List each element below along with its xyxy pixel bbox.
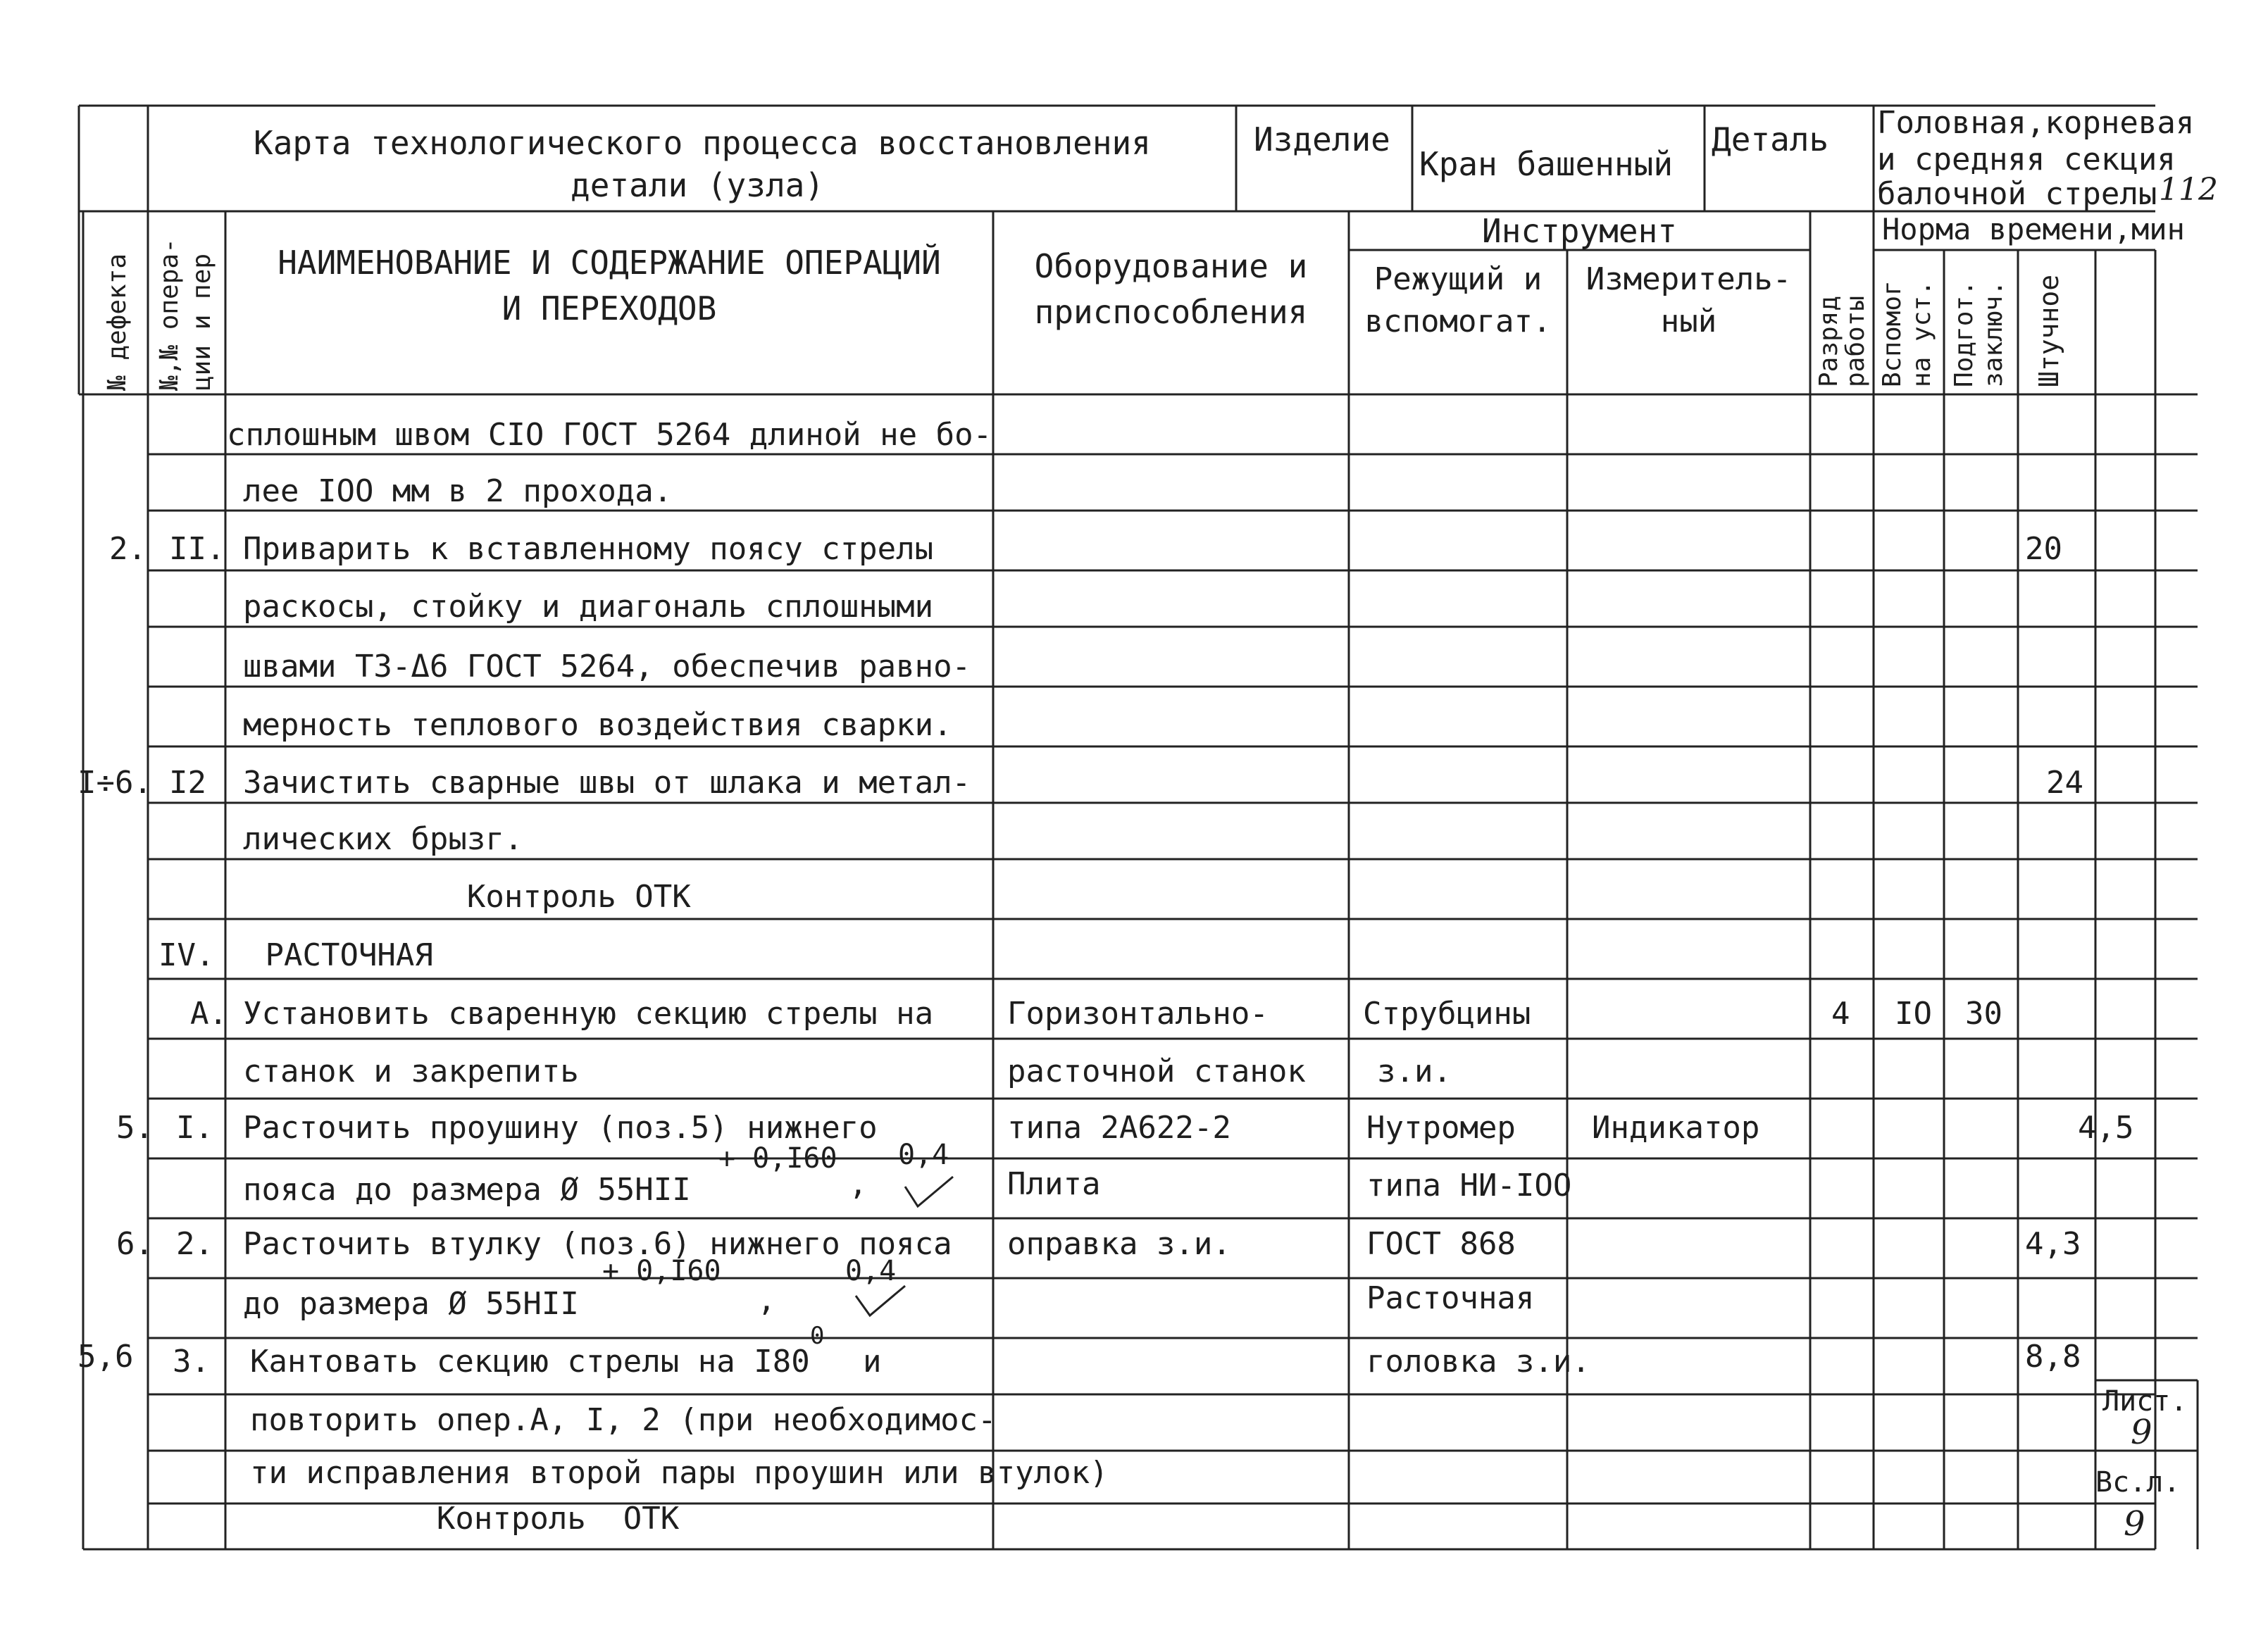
row-defect-no: 5.	[116, 1110, 154, 1146]
row-equipment: оправка з.и.	[1007, 1226, 1231, 1262]
sheet-label: Лист.	[2102, 1385, 2188, 1418]
col-tool-measuring-line1: Измеритель-	[1585, 261, 1792, 297]
col-tool-measuring-line2: ный	[1660, 304, 1717, 339]
row-text: РАСТОЧНАЯ	[247, 937, 433, 973]
col-op-no-line2: ции и пер	[187, 253, 216, 391]
row-text: Расточить втулку (поз.6) нижнего пояса	[243, 1226, 952, 1262]
col-time-group: Норма времени,мин	[1882, 212, 2185, 246]
tolerance-comma-2: ,	[757, 1282, 776, 1318]
part-line3: балочной стрелы	[1877, 176, 2157, 212]
product-value: Кран башенный	[1419, 145, 1674, 183]
row-op-no: I2	[169, 765, 206, 801]
row-equipment: расточной станок	[1007, 1054, 1306, 1089]
row-text: Установить сваренную секцию стрелы на	[243, 996, 934, 1032]
row-grade: 4	[1831, 996, 1850, 1032]
row-text: раскосы, стойку и диагональ сплошными	[243, 589, 934, 625]
row-text: Контроль ОТК	[243, 879, 691, 915]
col-name-line2: И ПЕРЕХОДОВ	[501, 289, 717, 327]
tolerance-comma-1: ,	[849, 1166, 868, 1202]
row-text: мерность теплового воздействия сварки.	[243, 707, 952, 743]
col-op-no-line1: №,№ опера-	[155, 238, 184, 391]
roughness-value-1: 0,4	[898, 1139, 949, 1171]
row-tool-cutting: типа НИ-IOO	[1366, 1168, 1572, 1204]
sheet-number: 9	[2131, 1413, 2152, 1452]
row-piece-time: 4,5	[2078, 1110, 2134, 1146]
row-tool-measuring: Индикатор	[1592, 1110, 1760, 1146]
row-text: повторить опер.А, I, 2 (при необходимос-	[250, 1402, 997, 1438]
tolerance-upper-2: + 0,I60	[602, 1255, 721, 1287]
col-name-line1: НАИМЕНОВАНИЕ И СОДЕРЖАНИЕ ОПЕРАЦИЙ	[278, 244, 941, 282]
col-equipment-line2: приспособления	[1034, 293, 1308, 331]
part-label: Деталь	[1712, 120, 1829, 158]
row-text: пояса до размера Ø 55НII	[243, 1172, 691, 1208]
and-word: и	[863, 1344, 882, 1380]
row-aux-time: IO	[1895, 996, 1932, 1032]
col-defect-no: № дефекта	[103, 253, 132, 391]
row-piece-time: 20	[2025, 531, 2062, 567]
row-equipment: Горизонтально-	[1007, 996, 1269, 1032]
product-label: Изделие	[1254, 120, 1390, 158]
row-op-no: 3.	[173, 1344, 210, 1380]
card-title-line2: детали (узла)	[571, 166, 825, 204]
row-tool-cutting: ГОСТ 868	[1366, 1226, 1516, 1262]
row-op-no: I.	[176, 1110, 213, 1146]
degree-mark: 0	[810, 1322, 825, 1350]
row-op-no: 2.	[176, 1226, 213, 1262]
row-equipment: типа 2А622-2	[1007, 1110, 1231, 1146]
row-piece-time: 24	[2046, 765, 2083, 801]
col-grade-line2: работы	[1841, 295, 1870, 387]
row-text: лее IOO мм в 2 прохода.	[243, 473, 673, 509]
row-tool-cutting: Струбцины	[1363, 996, 1531, 1032]
roughness-value-2: 0,4	[845, 1255, 897, 1287]
row-text: Расточить проушину (поз.5) нижнего	[243, 1110, 878, 1146]
row-defect-no: I÷6.	[77, 765, 152, 801]
row-tool-cutting: головка з.и.	[1366, 1344, 1590, 1380]
row-text: до размера Ø 55НII	[243, 1286, 579, 1322]
row-tool-cutting: з.и.	[1377, 1054, 1452, 1089]
col-aux-line2: на уст.	[1907, 280, 1936, 387]
row-text: швами Т3-Δ6 ГОСТ 5264, обеспечив равно-	[243, 649, 971, 684]
part-line1: Головная,корневая	[1877, 105, 2195, 141]
row-piece-time: 8,8	[2025, 1339, 2081, 1375]
row-prep-time: 30	[1965, 996, 2002, 1032]
col-tool-cutting-line2: вспомогат.	[1364, 304, 1552, 339]
col-grade-line1: Разряд	[1814, 295, 1843, 387]
row-text: Приварить к вставленному поясу стрелы	[243, 531, 934, 567]
col-piece: Штучное	[2033, 274, 2064, 387]
row-op-no: А.	[190, 996, 228, 1032]
row-op-no: II.	[169, 531, 225, 567]
total-sheets-number: 9	[2124, 1504, 2145, 1544]
row-tool-cutting: Расточная	[1366, 1280, 1535, 1316]
tolerance-upper-1: + 0,I60	[718, 1142, 837, 1175]
row-tool-cutting: Нутромер	[1366, 1110, 1516, 1146]
part-suffix: 112	[2159, 172, 2218, 208]
row-text: Кантовать секцию стрелы на I80	[250, 1344, 810, 1380]
row-text: Зачистить сварные швы от шлака и метал-	[243, 765, 971, 801]
row-text: сплошным швом СIO ГОСТ 5264 длиной не бо-	[227, 417, 992, 453]
row-text: станок и закрепить	[243, 1054, 579, 1089]
part-line2: и средняя секция	[1877, 142, 2176, 177]
col-aux-line1: Вспомог	[1878, 280, 1907, 387]
row-text: лических брызг.	[243, 821, 523, 857]
row-text: Контроль ОТК	[250, 1501, 680, 1537]
row-defect-no: 5,6	[77, 1339, 134, 1375]
row-defect-no: 2.	[109, 531, 147, 567]
card-title-line1: Карта технологического процесса восстановления	[254, 124, 1151, 162]
col-prep-line2: заключ.	[1979, 280, 2008, 387]
row-op-no: IV.	[158, 937, 215, 973]
col-tool-group: Инструмент	[1482, 212, 1677, 250]
col-prep-line1: Подгот.	[1950, 280, 1979, 387]
row-equipment: Плита	[1007, 1166, 1101, 1202]
col-equipment-line1: Оборудование и	[1034, 247, 1308, 285]
row-text: ти исправления второй пары проушин или втулок)	[250, 1455, 1109, 1491]
row-piece-time: 4,3	[2025, 1226, 2081, 1262]
total-sheets-label: Вс.л.	[2095, 1466, 2181, 1499]
row-defect-no: 6.	[116, 1226, 154, 1262]
col-tool-cutting-line1: Режущий и	[1373, 261, 1543, 297]
